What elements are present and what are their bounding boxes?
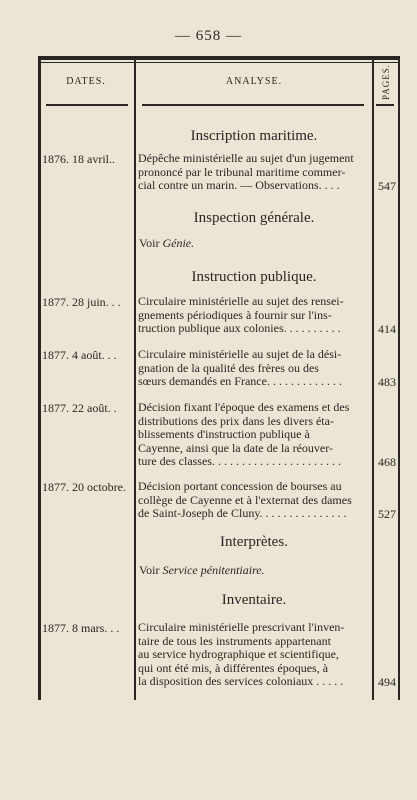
see-also-reference: Service pénitentiaire. [162,563,265,577]
entry-date: 1877. 28 juin. . . [42,295,121,309]
entry-line: prononcé par le tribunal maritime commer- [138,164,346,179]
entry-date: 1877. 22 août. . [42,401,117,415]
entry-line: ture des classes. . . . . . . . . . . . . . . . . . . . . . [138,454,341,468]
entry-line: gnements périodiques à fournir sur l'ins- [138,307,332,322]
entry-line: de Saint-Joseph de Cluny. . . . . . . . . . . . . . . [138,506,347,520]
entry-line: cial contre un marin. — Observations. . . . [138,178,340,192]
table-top-rule [38,56,400,60]
entry-line: sœurs demandés en France. . . . . . . . . . . . . [138,374,342,388]
header-pages-label: PAGES. [381,64,391,100]
page-number: — 658 — [175,28,242,44]
section-heading: Interprètes. [220,534,288,550]
entry-text [138,348,370,389]
see-also [139,563,265,578]
header-rule-dates [46,104,128,106]
table-top-rule-thin [38,62,400,63]
see-also-reference: Génie. [162,236,195,250]
entry-line: truction publique aux colonies. . . . . . . . . . [138,321,341,335]
section-heading: Instruction publique. [191,269,317,285]
entry-date: 1877. 8 mars. . . [42,621,120,635]
see-also [139,236,194,251]
entry-line: gnation de la qualité des frères ou des [138,360,319,375]
header-rule-analyse [142,104,364,106]
entry-line: Circulaire ministérielle prescrivant l'inven- [138,620,345,634]
entry-line: Décision fixant l'époque des examens et des [138,400,350,414]
index-table [38,56,400,700]
see-also-prefix: Voir [139,563,160,577]
entry-line: la disposition des services coloniaux . . . . . [138,674,344,688]
entry-date: 1876. 18 avril.. [42,152,115,166]
entry-text [138,621,370,689]
entry-line: Circulaire ministérielle au sujet des rensei- [138,294,344,308]
entry-line: Cayenne, ainsi que la date de la réouver- [138,440,334,455]
entry-text [138,295,370,336]
entry-line: distributions des prix dans les divers éta- [138,413,334,428]
entry-line: au service hydrographique et scientifique, [138,647,339,661]
section-heading: Inventaire. [221,592,287,608]
entry-line: Circulaire ministérielle au sujet de la dési- [138,347,342,361]
entry-line: blissements d'instruction publique à [138,427,310,441]
entry-line: collège de Cayenne et à l'externat des dames [138,492,352,507]
page-reference: 547 [378,179,396,193]
page-reference: 414 [378,322,396,336]
header-pages [375,62,397,102]
entry-line: Décision portant concession de bourses au [138,479,342,493]
entry-line: taire de tous les instruments appartenant [138,633,331,648]
pages-column-divider [372,56,374,700]
left-border [38,56,41,700]
header-analyse: ANALYSE. [225,76,283,87]
see-also-prefix: Voir [139,236,160,250]
entry-text [138,480,370,521]
header-rule-pages [376,104,394,106]
section-heading: Inspection générale. [193,210,315,226]
entry-line: qui ont été mis, à différentes époques, à [138,660,329,675]
page-reference: 494 [378,675,396,689]
entry-text [138,401,370,469]
page-reference: 527 [378,507,396,521]
page-reference: 468 [378,455,396,469]
page-reference: 483 [378,375,396,389]
entry-date: 1877. 4 août. . . [42,348,117,362]
entry-text [138,152,370,193]
header-dates: DATES. [66,76,106,87]
entry-date: 1877. 20 octobre. [42,480,126,494]
entry-line: Dépêche ministérielle au sujet d'un jugement [138,151,354,165]
section-heading: Inscription maritime. [190,128,318,144]
